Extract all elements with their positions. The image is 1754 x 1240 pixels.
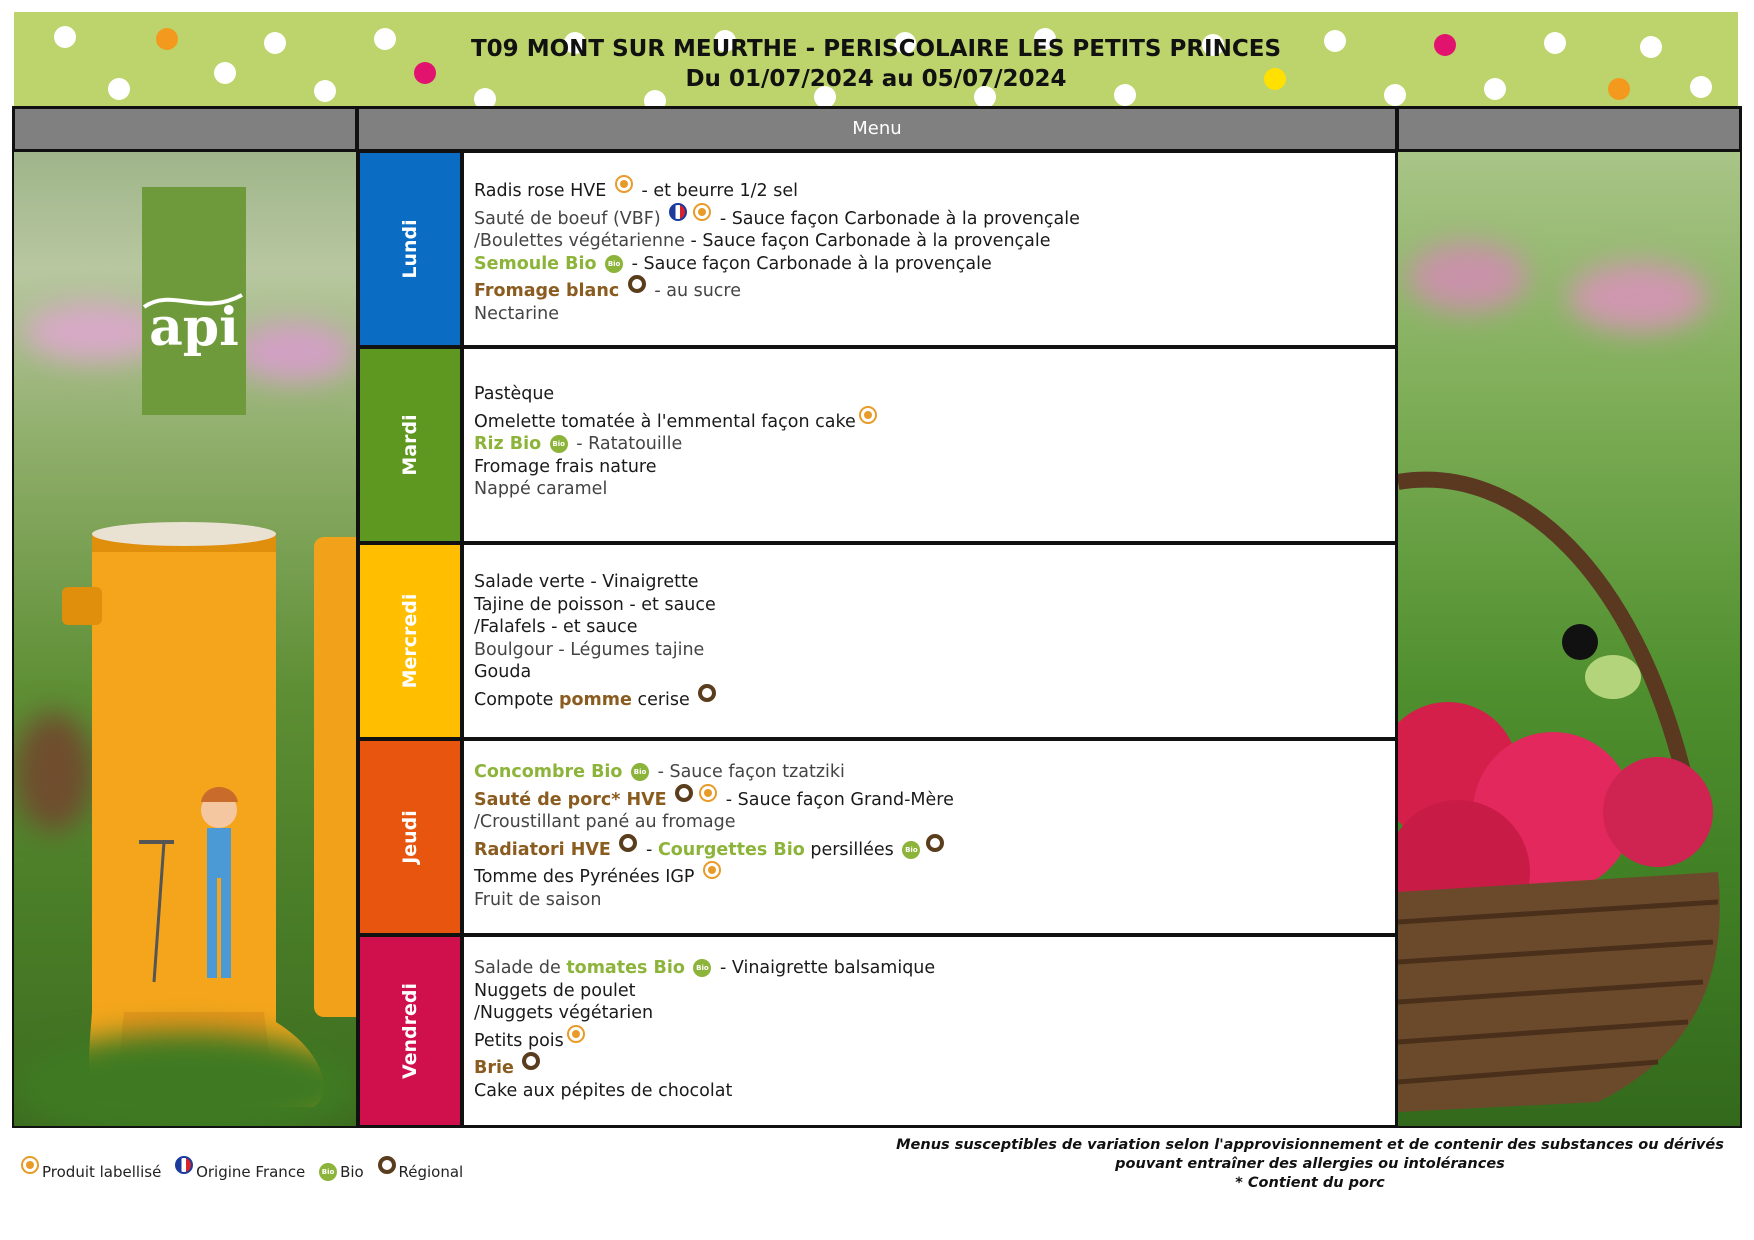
regional-icon <box>926 834 944 852</box>
dish: Tomme des Pyrénées IGP <box>474 867 695 887</box>
bio-icon: Bio <box>605 255 623 273</box>
day-tab-vendredi <box>357 934 463 1128</box>
france-origin-icon <box>175 1156 193 1174</box>
day-tab-jeudi <box>357 738 463 936</box>
dish: Gouda <box>474 662 532 682</box>
dish: Cake aux pépites de chocolat <box>474 1080 733 1101</box>
disclaimer-line: pouvant entraîner des allergies ou intolérances <box>1115 1156 1505 1172</box>
dish-accompaniment: - Sauce façon Carbonade à la provençale <box>690 231 1051 251</box>
pork-note: * Contient du porc <box>1235 1175 1385 1191</box>
menu-line <box>474 761 1385 784</box>
menu-line <box>474 811 1385 834</box>
dish: Sauté de boeuf (VBF) <box>474 208 661 229</box>
regional-icon <box>619 834 637 852</box>
day-tab-lundi <box>357 150 463 348</box>
day-tab-mercredi <box>357 542 463 740</box>
dish-accompaniment: - Sauce façon tzatziki <box>657 762 845 782</box>
header-cell-left <box>12 106 358 152</box>
menu-line <box>474 616 1385 639</box>
legend-labelled: Produit labellisé <box>42 1163 162 1181</box>
menu-line <box>474 834 1385 862</box>
disclaimer <box>880 1136 1740 1193</box>
dish: persillées <box>810 839 894 860</box>
day-menu-jeudi <box>461 738 1398 936</box>
labelled-quality-icon <box>703 861 721 879</box>
dish: Nuggets de poulet <box>474 980 636 1001</box>
page-title-block <box>14 34 1738 94</box>
labelled-quality-icon <box>615 175 633 193</box>
dish: Radis rose HVE <box>474 181 607 201</box>
labelled-quality-icon <box>567 1025 585 1043</box>
menu-line <box>474 203 1385 231</box>
day-label: Lundi <box>399 219 421 279</box>
dish-accompaniment: - au sucre <box>654 281 742 301</box>
menu-line <box>474 1080 1385 1103</box>
dish-accompaniment: - et sauce <box>629 594 716 615</box>
regional-icon <box>522 1052 540 1070</box>
page-title: T09 MONT SUR MEURTHE - PERISCOLAIRE LES PETITS PRINCES <box>470 36 1282 62</box>
labelled-quality-icon <box>699 784 717 802</box>
dish-accompaniment: - et beurre 1/2 sel <box>641 181 799 201</box>
bio-icon: Bio <box>693 959 711 977</box>
date-range: Du 01/07/2024 au 05/07/2024 <box>685 66 1067 92</box>
dish: Concombre Bio <box>474 762 623 782</box>
menu-line <box>474 253 1385 276</box>
dish-accompaniment: - et sauce <box>551 617 638 637</box>
dish: Pastèque <box>474 384 555 404</box>
day-menu-lundi <box>461 150 1398 348</box>
dish: Salade verte <box>474 572 585 592</box>
dish-accompaniment: - Sauce façon Carbonade à la provençale <box>719 208 1080 229</box>
dish: tomates Bio <box>566 958 685 978</box>
basket-illustration <box>1398 152 1742 1128</box>
bio-icon: Bio <box>902 841 920 859</box>
bio-icon: Bio <box>631 763 649 781</box>
menu-line <box>474 861 1385 889</box>
day-menu-mercredi <box>461 542 1398 740</box>
dish: /Croustillant pané au fromage <box>474 812 736 832</box>
dish: /Nuggets végétarien <box>474 1003 654 1023</box>
dish: /Boulettes végétarienne <box>474 231 685 251</box>
dish: Fromage frais nature <box>474 456 657 477</box>
dish: Courgettes Bio <box>657 839 805 860</box>
day-label: Mardi <box>399 414 421 476</box>
regional-icon <box>378 1156 396 1174</box>
dish-accompaniment: - Légumes tajine <box>558 639 705 660</box>
dish-accompaniment: - Sauce façon Carbonade à la provençale <box>631 253 992 274</box>
day-menu-vendredi <box>461 934 1398 1128</box>
apple-basket-photo <box>1396 150 1742 1128</box>
dish: Petits pois <box>474 1030 564 1051</box>
day-menu-mardi <box>461 346 1398 544</box>
regional-icon <box>675 784 693 802</box>
menu-line <box>474 661 1385 684</box>
dish: Brie <box>474 1058 514 1078</box>
dish: Boulgour <box>474 639 553 660</box>
api-logo-text: api <box>149 297 239 358</box>
dish: Tajine de poisson <box>474 594 624 615</box>
dish: Nectarine <box>474 303 559 324</box>
menu-line <box>474 957 1385 980</box>
menu-line <box>474 571 1385 594</box>
day-label: Jeudi <box>399 810 421 864</box>
menu-line <box>474 684 1385 712</box>
legend-regional: Régional <box>398 1163 464 1181</box>
menu-line <box>474 889 1385 912</box>
dish: Nappé caramel <box>474 479 608 499</box>
dish: Omelette tomatée à l'emmental façon cake <box>474 411 856 432</box>
menu-line <box>474 275 1385 303</box>
header-banner <box>14 12 1738 106</box>
menu-line <box>474 594 1385 617</box>
menu-line <box>474 980 1385 1003</box>
legend-origin: Origine France <box>196 1163 306 1181</box>
bio-icon: Bio <box>550 435 568 453</box>
header-cell-right <box>1396 106 1742 152</box>
menu-header: Menu <box>356 106 1398 152</box>
menu-line <box>474 383 1385 406</box>
day-tab-mardi <box>357 346 463 544</box>
menu-line <box>474 1025 1385 1053</box>
menu-line <box>474 478 1385 501</box>
bio-icon: Bio <box>319 1163 337 1181</box>
dish-accompaniment: - Sauce façon Grand-Mère <box>725 789 954 810</box>
dish: cerise <box>637 689 690 710</box>
day-label: Vendredi <box>399 982 421 1080</box>
legend-bio: Bio <box>340 1163 364 1181</box>
menu-line <box>474 433 1385 456</box>
labelled-quality-icon <box>693 203 711 221</box>
legend <box>18 1156 469 1181</box>
menu-line <box>474 303 1385 326</box>
dish: Fromage blanc <box>474 281 620 301</box>
dish: Fruit de saison <box>474 889 602 910</box>
boot-photo <box>12 150 358 1128</box>
menu-line <box>474 175 1385 203</box>
dish-accompaniment: - Ratatouille <box>576 434 683 454</box>
menu-line <box>474 784 1385 812</box>
disclaimer-line: Menus susceptibles de variation selon l'approvisionnement et de contenir des substances ou dérivés <box>896 1137 1724 1153</box>
dish: Riz Bio <box>474 434 542 454</box>
dish: Salade de <box>474 958 561 978</box>
menu-line <box>474 456 1385 479</box>
boot-illustration <box>14 152 358 1128</box>
dish: Compote <box>474 689 554 710</box>
separator: - <box>646 839 653 860</box>
labelled-quality-icon <box>859 406 877 424</box>
dish: Semoule Bio <box>474 253 597 274</box>
france-origin-icon <box>669 203 687 221</box>
dish-accompaniment: - Vinaigrette <box>590 572 699 592</box>
menu-line <box>474 230 1385 253</box>
menu-line <box>474 1052 1385 1080</box>
regional-icon <box>698 684 716 702</box>
dish-accompaniment: - Vinaigrette balsamique <box>720 958 936 978</box>
menu-line <box>474 406 1385 434</box>
menu-line <box>474 639 1385 662</box>
regional-icon <box>628 275 646 293</box>
dish: Sauté de porc* HVE <box>474 789 667 810</box>
menu-line <box>474 1002 1385 1025</box>
dish: Radiatori HVE <box>474 839 611 860</box>
dish: /Falafels <box>474 617 546 637</box>
day-label: Mercredi <box>399 593 421 689</box>
labelled-quality-icon <box>21 1156 39 1174</box>
dish-highlight: pomme <box>559 689 632 710</box>
